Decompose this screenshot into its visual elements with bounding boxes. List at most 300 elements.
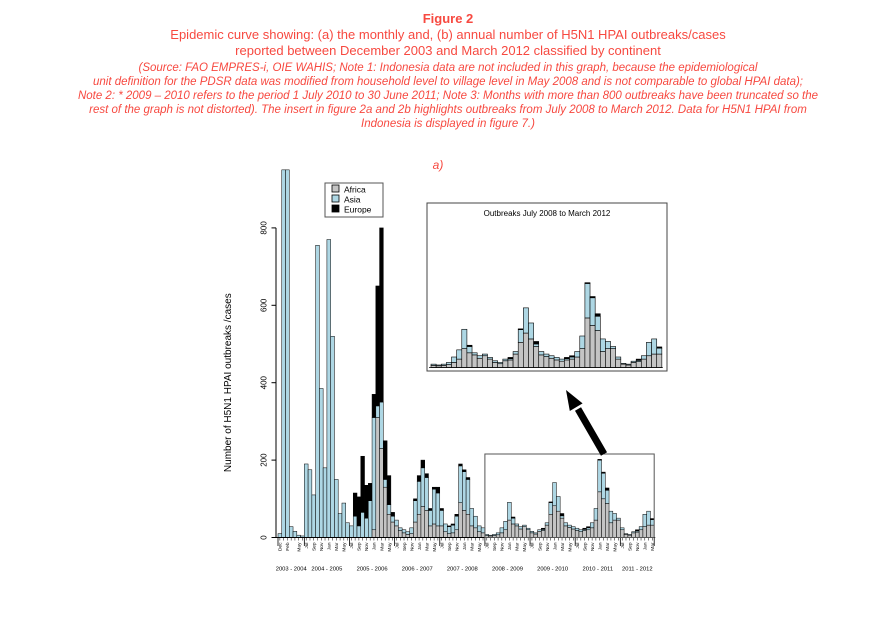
bar-segment bbox=[646, 342, 651, 355]
legend-label-europe: Europe bbox=[344, 204, 372, 215]
bar-segment bbox=[432, 489, 436, 524]
x-month-label: Feb bbox=[286, 542, 292, 551]
bar-segment bbox=[477, 356, 482, 359]
bar-segment bbox=[609, 511, 613, 523]
y-tick-label: 400 bbox=[259, 376, 269, 390]
x-month-label: Mar bbox=[560, 542, 566, 551]
bar-segment bbox=[568, 525, 572, 527]
bar-segment bbox=[368, 483, 372, 500]
bar-segment bbox=[526, 530, 530, 538]
x-month-label: Jan bbox=[463, 542, 468, 551]
bar-segment bbox=[447, 526, 451, 527]
bar-segment bbox=[372, 418, 376, 530]
bar-segment bbox=[459, 464, 463, 466]
bar-segment bbox=[440, 526, 444, 538]
figure-title: Figure 2 bbox=[422, 11, 474, 26]
bar-segment bbox=[477, 532, 481, 538]
bar-segment bbox=[628, 534, 632, 535]
bar-segment bbox=[534, 534, 538, 537]
bar-segment bbox=[391, 522, 395, 537]
bar-segment bbox=[477, 526, 481, 532]
bar-segment bbox=[657, 348, 662, 354]
bar-segment bbox=[616, 359, 621, 367]
bar-segment bbox=[492, 534, 496, 535]
x-month-label: Mar bbox=[425, 542, 431, 551]
legend-swatch-africa bbox=[332, 185, 339, 192]
bar-segment bbox=[580, 349, 585, 368]
bar-segment bbox=[617, 518, 621, 520]
bar-segment bbox=[613, 514, 617, 521]
bar-segment bbox=[556, 511, 560, 537]
x-month-label: May bbox=[342, 542, 348, 552]
x-month-label: Jan bbox=[417, 542, 423, 551]
bar-segment bbox=[534, 341, 539, 344]
bar-segment bbox=[575, 531, 579, 538]
bar-segment bbox=[602, 473, 606, 499]
bar-segment bbox=[513, 352, 518, 355]
x-month-label: Mar bbox=[335, 542, 341, 551]
bar-segment bbox=[530, 531, 534, 533]
bar-segment bbox=[595, 316, 600, 330]
bar-segment bbox=[579, 530, 583, 532]
bar-segment bbox=[452, 357, 457, 362]
bar-segment bbox=[472, 355, 477, 368]
bar-segment bbox=[482, 354, 487, 356]
bar-segment bbox=[457, 359, 462, 367]
bar-segment bbox=[319, 389, 323, 538]
bar-segment bbox=[560, 514, 564, 516]
bar-segment bbox=[398, 528, 402, 531]
bar-segment bbox=[511, 524, 515, 538]
bar-segment bbox=[472, 353, 477, 355]
bar-segment bbox=[428, 508, 432, 510]
bar-segment bbox=[462, 349, 467, 368]
legend-swatch-asia bbox=[332, 195, 339, 202]
x-month-label: May bbox=[568, 542, 574, 552]
bar-segment bbox=[534, 533, 538, 534]
bar-segment bbox=[605, 488, 609, 490]
bar-segment bbox=[436, 493, 440, 526]
bar-segment bbox=[621, 363, 626, 364]
bar-segment bbox=[598, 460, 602, 492]
x-month-label: Nov bbox=[320, 542, 326, 552]
bar-segment bbox=[489, 535, 493, 536]
inset-title: Outbreaks July 2008 to March 2012 bbox=[483, 209, 611, 218]
bar-segment bbox=[410, 528, 414, 534]
bar-segment bbox=[590, 528, 594, 538]
bar-segment bbox=[357, 526, 361, 538]
note-line-4: rest of the graph is not distorted). The insert in figure 2a and 2b highlights outbreaks from July 2008 to March 2012. Data for H5N1 HPAI from bbox=[89, 104, 807, 116]
x-axis bbox=[276, 538, 656, 573]
bar-segment bbox=[553, 506, 557, 538]
x-month-label: May bbox=[613, 542, 619, 552]
bar-segment bbox=[391, 516, 395, 522]
zoom-arrow-shaft bbox=[578, 409, 604, 454]
bar-segment bbox=[513, 354, 518, 367]
bar-segment bbox=[436, 487, 440, 493]
x-year-label: 2007 - 2008 bbox=[446, 566, 478, 573]
x-month-label: Jan bbox=[372, 542, 378, 551]
bar-segment bbox=[365, 518, 369, 537]
bar-segment bbox=[496, 533, 500, 535]
bar-segment bbox=[482, 356, 487, 368]
bar-segment bbox=[598, 492, 602, 538]
bar-segment bbox=[425, 474, 429, 478]
bar-segment bbox=[440, 510, 444, 525]
bar-segment bbox=[425, 478, 429, 511]
y-tick-label: 0 bbox=[259, 535, 269, 540]
bar-segment bbox=[417, 476, 421, 482]
bar-segment bbox=[417, 481, 421, 514]
x-month-label: Nov bbox=[410, 542, 416, 552]
bar-segment bbox=[575, 357, 580, 368]
bar-segment bbox=[609, 523, 613, 538]
bar-segment bbox=[602, 472, 606, 473]
bar-segment bbox=[590, 326, 595, 368]
bar-segment bbox=[380, 448, 384, 537]
bar-segment bbox=[631, 362, 636, 367]
bar-segment bbox=[611, 347, 616, 349]
bar-segment bbox=[455, 514, 459, 516]
bar-segment bbox=[428, 510, 432, 525]
bar-segment bbox=[549, 514, 553, 537]
bar-segment bbox=[466, 514, 470, 537]
bar-segment bbox=[515, 526, 519, 538]
x-month-label: Sep bbox=[628, 542, 634, 552]
x-year-label: 2003 - 2004 bbox=[275, 566, 307, 573]
bar-segment bbox=[570, 359, 575, 367]
bar-segment bbox=[613, 520, 617, 537]
x-month-label: Sep bbox=[538, 542, 544, 552]
bar-segment bbox=[571, 529, 575, 538]
bar-segment bbox=[538, 530, 542, 532]
bar-segment bbox=[605, 490, 609, 503]
bar-segment bbox=[507, 502, 511, 520]
bar-segment bbox=[428, 526, 432, 538]
bar-segment bbox=[462, 470, 466, 472]
zoom-arrow bbox=[566, 390, 604, 454]
bar-segment bbox=[451, 525, 455, 533]
x-month-label: Mar bbox=[470, 542, 476, 551]
bar-segment bbox=[323, 468, 327, 538]
bar-segment bbox=[334, 479, 338, 537]
bar-segment bbox=[528, 323, 533, 339]
bar-segment bbox=[504, 521, 508, 530]
legend bbox=[325, 183, 383, 217]
bar-segment bbox=[643, 514, 647, 526]
x-month-label: Jul bbox=[575, 542, 581, 549]
bar-segment bbox=[372, 394, 376, 417]
bar-segment bbox=[511, 517, 515, 518]
bar-segment bbox=[636, 362, 641, 368]
bar-segment bbox=[474, 528, 478, 538]
bar-segment bbox=[504, 530, 508, 538]
bar-segment bbox=[626, 364, 631, 365]
bar-segment bbox=[523, 308, 528, 333]
bar-segment bbox=[436, 526, 440, 538]
bar-segment bbox=[600, 352, 605, 368]
bar-segment bbox=[383, 479, 387, 487]
bar-segment bbox=[421, 507, 425, 538]
bar-segment bbox=[327, 240, 331, 538]
x-month-label: May bbox=[523, 542, 529, 552]
bar-segment bbox=[585, 318, 590, 368]
bar-segment bbox=[538, 531, 542, 537]
bar-segment bbox=[586, 528, 590, 530]
x-month-label: May bbox=[432, 542, 438, 552]
bar-segment bbox=[650, 519, 654, 520]
bar-segment bbox=[459, 466, 463, 503]
bar-segment bbox=[487, 357, 492, 359]
bar-segment bbox=[462, 510, 466, 537]
x-month-label: Jan bbox=[327, 542, 333, 551]
bar-segment bbox=[553, 483, 557, 506]
bar-segment bbox=[493, 362, 498, 367]
bar-segment bbox=[466, 479, 470, 514]
bar-segment bbox=[560, 518, 564, 537]
bar-segment bbox=[353, 516, 357, 537]
bar-segment bbox=[594, 520, 598, 537]
bar-segment bbox=[594, 508, 598, 520]
bar-segment bbox=[621, 364, 626, 367]
bar-segment bbox=[600, 339, 605, 352]
x-month-label: Sep bbox=[493, 542, 499, 552]
bar-segment bbox=[515, 524, 519, 526]
bar-segment bbox=[391, 512, 395, 516]
x-month-label: Mar bbox=[651, 542, 657, 551]
bar-segment bbox=[444, 524, 448, 532]
bar-segment bbox=[605, 503, 609, 537]
x-month-label: Jul bbox=[350, 542, 356, 549]
x-year-label: 2006 - 2007 bbox=[401, 566, 433, 573]
x-month-label: Mar bbox=[515, 542, 521, 551]
bar-segment bbox=[549, 358, 554, 367]
bar-segment bbox=[590, 298, 595, 326]
bar-segment bbox=[372, 530, 376, 538]
bar-segment bbox=[554, 360, 559, 368]
bar-segment bbox=[432, 487, 436, 489]
bar-segment bbox=[611, 349, 616, 368]
x-month-label: Nov bbox=[500, 542, 506, 552]
bar-segment bbox=[376, 418, 380, 538]
bar-segment bbox=[474, 516, 478, 528]
bar-segment bbox=[289, 527, 293, 538]
x-month-label: Jan bbox=[553, 542, 559, 551]
bar-segment bbox=[338, 514, 342, 538]
bar-segment bbox=[511, 518, 515, 524]
bar-segment bbox=[605, 349, 610, 368]
bar-segment bbox=[467, 353, 472, 368]
bar-segment bbox=[650, 520, 654, 525]
bar-segment bbox=[436, 365, 441, 366]
note-line-1: (Source: FAO EMPRES-i, OIE WAHIS; Note 1: Indonesia data are not included in this graph, because the epidemiological bbox=[138, 62, 758, 74]
bar-segment bbox=[498, 362, 503, 363]
bar-segment bbox=[595, 331, 600, 368]
bar-segment bbox=[650, 525, 654, 537]
bar-segment bbox=[575, 528, 579, 530]
bar-segment bbox=[467, 345, 472, 346]
bar-segment bbox=[316, 245, 320, 537]
bar-segment bbox=[639, 530, 643, 538]
caption-line-1: Epidemic curve showing: (a) the monthly and, (b) annual number of H5N1 HPAI outbreaks/cases bbox=[170, 27, 726, 42]
bar-segment bbox=[564, 523, 568, 526]
bar-segment bbox=[534, 347, 539, 368]
bar-segment bbox=[455, 516, 459, 530]
bar-segment bbox=[556, 496, 560, 511]
bar-segment bbox=[493, 361, 498, 363]
bar-segment bbox=[647, 525, 651, 537]
x-month-label: Jul bbox=[530, 542, 536, 549]
bar-segment bbox=[554, 357, 559, 360]
bar-segment bbox=[508, 360, 513, 368]
bar-segment bbox=[444, 532, 448, 538]
bar-segment bbox=[387, 476, 391, 505]
bar-segment bbox=[639, 527, 643, 530]
bar-segment bbox=[583, 528, 587, 529]
bar-segment bbox=[586, 530, 590, 538]
bar-segment bbox=[564, 526, 568, 538]
bar-segment bbox=[534, 344, 539, 347]
bar-segment bbox=[421, 460, 425, 468]
bar-segment bbox=[365, 485, 369, 518]
bar-segment bbox=[462, 472, 466, 511]
bar-segment bbox=[447, 527, 451, 534]
note-line-3: Note 2: * 2009 – 2010 refers to the period 1 July 2010 to 30 June 2011; Note 3: Months with more than 800 outbreaks have been truncated so the bbox=[77, 90, 819, 102]
y-tick-label: 800 bbox=[259, 221, 269, 235]
x-month-label: Nov bbox=[636, 542, 642, 552]
bar-segment bbox=[500, 528, 504, 533]
bar-segment bbox=[481, 528, 485, 533]
x-month-label: Jul bbox=[395, 542, 401, 549]
bar-segment bbox=[652, 339, 657, 354]
bar-segment bbox=[585, 283, 590, 284]
x-month-label: May bbox=[387, 542, 393, 552]
bar-segment bbox=[431, 364, 436, 365]
bar-segment bbox=[620, 530, 624, 538]
bar-segment bbox=[541, 531, 545, 538]
bar-segment bbox=[331, 336, 335, 537]
bar-segment bbox=[425, 510, 429, 537]
bar-segment bbox=[539, 352, 544, 355]
bar-segment bbox=[641, 359, 646, 367]
bar-segment bbox=[467, 347, 472, 353]
x-month-label: Sep bbox=[357, 542, 363, 552]
x-month-label: Dec bbox=[278, 542, 284, 552]
bar-segment bbox=[523, 525, 527, 527]
bar-segment bbox=[387, 505, 391, 515]
bar-segment bbox=[539, 355, 544, 368]
bar-segment bbox=[526, 528, 530, 530]
bar-segment bbox=[560, 516, 564, 518]
bar-segment bbox=[585, 284, 590, 318]
bar-segment bbox=[466, 478, 470, 480]
bar-segment bbox=[635, 532, 639, 537]
bar-segment bbox=[342, 503, 346, 537]
x-month-label: Jul bbox=[305, 542, 310, 549]
y-tick-label: 200 bbox=[259, 453, 269, 467]
bar-segment bbox=[383, 441, 387, 480]
bar-segment bbox=[523, 333, 528, 367]
bar-segment bbox=[395, 520, 399, 526]
bar-segment bbox=[308, 470, 312, 538]
bar-segment bbox=[446, 365, 451, 368]
bar-segment bbox=[590, 523, 594, 528]
bar-segment bbox=[657, 354, 662, 367]
bar-segment bbox=[518, 329, 523, 330]
x-month-label: Mar bbox=[380, 542, 386, 551]
bar-segment bbox=[631, 361, 636, 362]
bar-segment bbox=[545, 523, 549, 525]
bar-segment bbox=[470, 526, 474, 538]
bar-segment bbox=[598, 459, 602, 460]
bar-segment bbox=[349, 526, 353, 538]
bar-segment bbox=[462, 329, 467, 348]
bar-segment bbox=[487, 359, 492, 367]
bar-segment bbox=[641, 356, 646, 359]
legend-swatch-europe bbox=[332, 205, 339, 212]
bar-segment bbox=[571, 527, 575, 529]
bar-segment bbox=[387, 514, 391, 537]
bar-segment bbox=[376, 286, 380, 406]
bar-segment bbox=[583, 531, 587, 538]
bar-segment bbox=[459, 503, 463, 538]
bar-segment bbox=[353, 493, 357, 516]
x-year-label: 2010 - 2011 bbox=[582, 566, 614, 573]
bar-segment bbox=[361, 512, 365, 537]
bar-segment bbox=[643, 527, 647, 538]
bar-segment bbox=[357, 497, 361, 526]
bar-segment bbox=[481, 533, 485, 538]
bar-segment bbox=[647, 511, 651, 525]
bar-segment bbox=[559, 361, 564, 367]
bar-segment bbox=[636, 359, 641, 360]
bar-segment bbox=[282, 170, 286, 538]
bar-segment bbox=[507, 520, 511, 537]
bar-segment bbox=[602, 499, 606, 538]
bar-segment bbox=[617, 520, 621, 537]
bar-segment bbox=[432, 524, 436, 538]
bar-segment bbox=[570, 356, 575, 357]
x-month-label: Nov bbox=[365, 542, 371, 552]
bar-segment bbox=[402, 530, 406, 533]
bar-segment bbox=[635, 530, 639, 531]
bar-segment bbox=[413, 499, 417, 501]
bar-segment bbox=[652, 354, 657, 367]
bar-segment bbox=[413, 501, 417, 522]
bar-segment bbox=[455, 530, 459, 538]
bar-segment bbox=[451, 524, 455, 525]
bar-segment bbox=[498, 364, 503, 368]
x-month-label: May bbox=[478, 542, 484, 552]
panel-a-label: a) bbox=[432, 158, 444, 172]
bar-segment bbox=[508, 357, 513, 358]
bar-segment bbox=[559, 359, 564, 361]
x-month-label: Mar bbox=[606, 542, 611, 551]
x-month-label: Jan bbox=[508, 542, 514, 551]
bar-segment bbox=[406, 532, 410, 535]
bar-segment bbox=[470, 508, 474, 525]
bar-segment bbox=[518, 330, 523, 343]
bar-segment bbox=[528, 339, 533, 368]
x-month-label: Jul bbox=[621, 542, 626, 549]
bar-segment bbox=[564, 360, 569, 368]
bar-segment bbox=[500, 533, 504, 538]
bar-segment bbox=[446, 362, 451, 364]
bar-segment bbox=[549, 503, 553, 515]
bar-segment bbox=[440, 508, 444, 510]
legend-label-africa: Africa bbox=[344, 184, 366, 195]
bar-segment bbox=[568, 527, 572, 537]
